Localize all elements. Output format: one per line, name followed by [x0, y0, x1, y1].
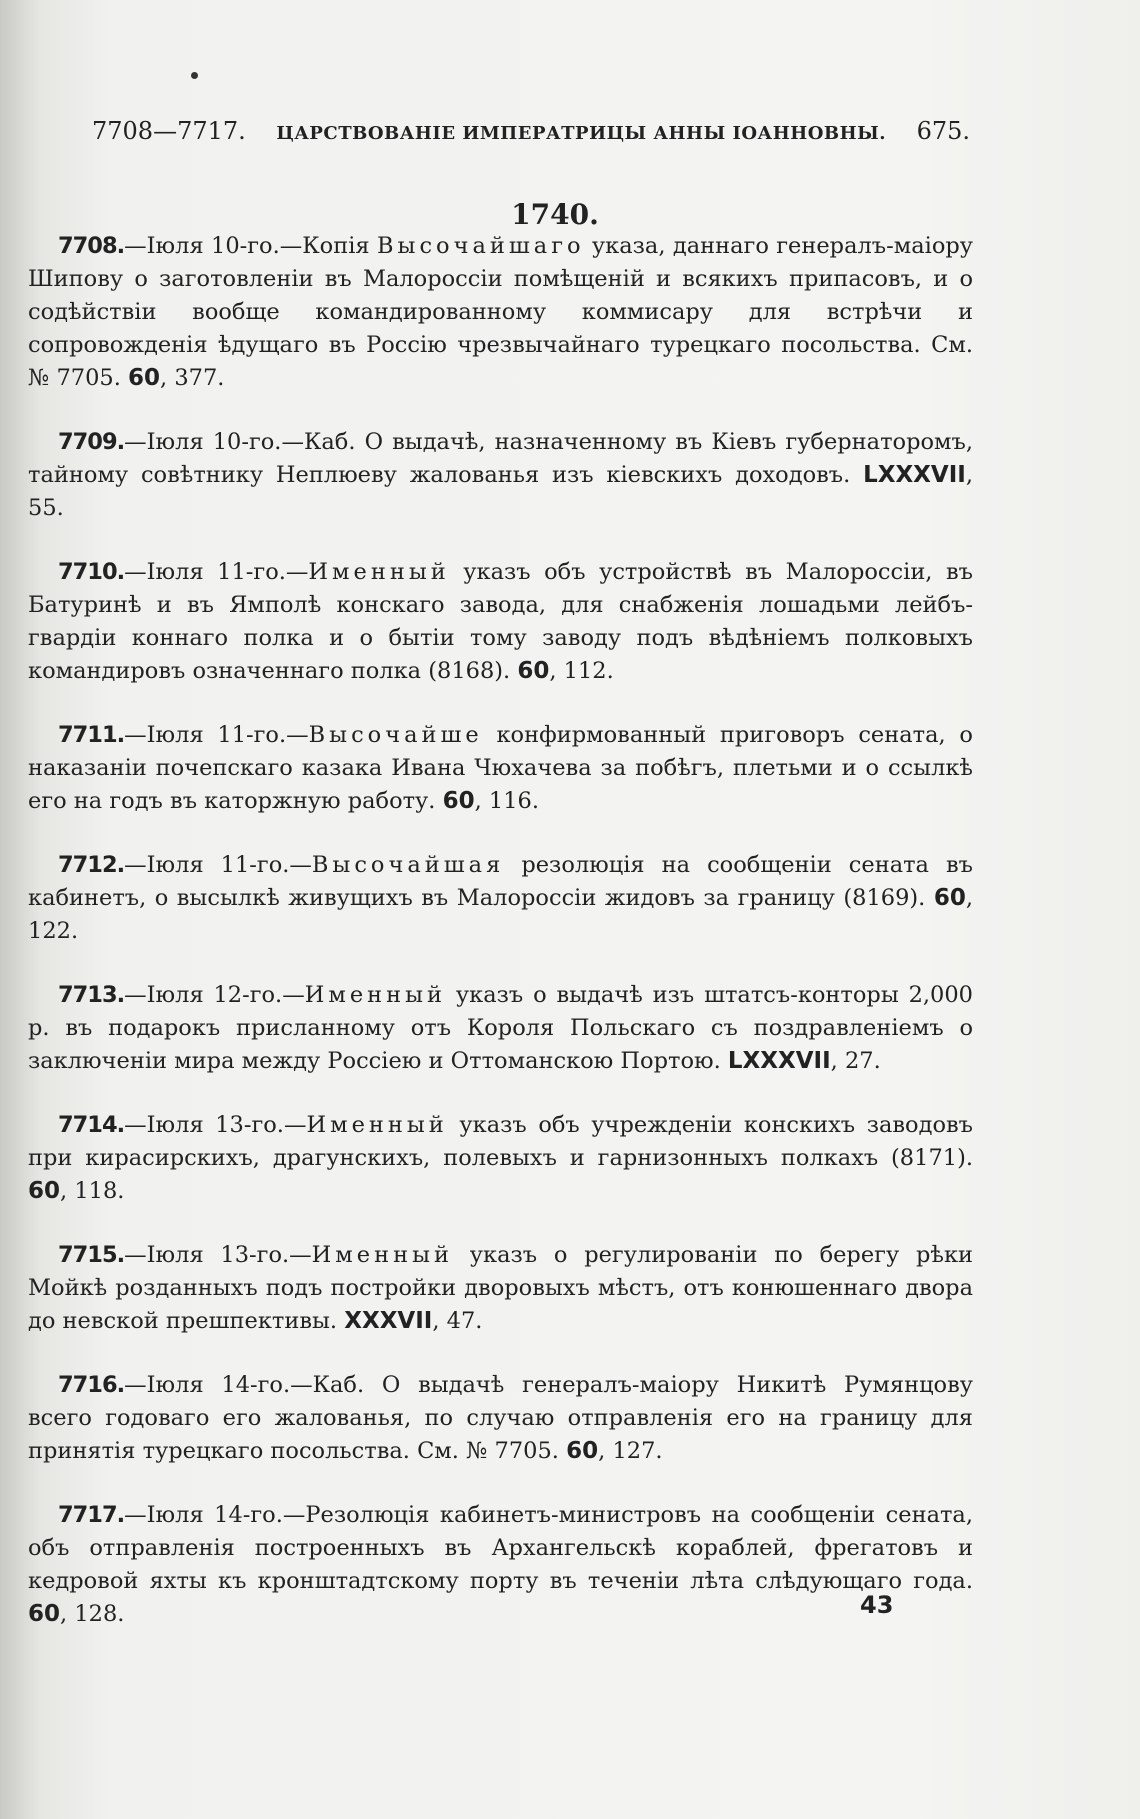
entry-page: , 128. — [60, 1601, 125, 1627]
header-entry-range: 7708—7717. — [92, 117, 246, 145]
entry-number: 7710. — [58, 559, 125, 585]
entry-page: , 377. — [160, 365, 225, 391]
entry-number: 7717. — [58, 1502, 125, 1528]
signature-mark: 43 — [860, 1591, 894, 1619]
entry-spaced: Именный — [308, 559, 450, 585]
entry-text: Резолюція кабинетъ-министровъ на сообщеніи сената, объ отправленія построенныхъ въ Архангельскѣ кораблей, фрегатовъ и кедровой яхты къ кронштадтскому порту въ теченіи лѣта слѣдующаго года. — [28, 1502, 974, 1594]
entry-number: 7713. — [58, 982, 125, 1008]
entry-page: , 127. — [598, 1438, 663, 1464]
entry-date: —Іюля 14-го.— — [124, 1372, 313, 1398]
entry-page: , 27. — [830, 1048, 881, 1074]
entry-ref: LXXXVII — [727, 1048, 831, 1074]
entry-text: конфирмованный приговоръ сената, о наказаніи почепскаго казака Ивана Чюхачева за побѣгъ, плетьми и о ссылкѣ его на годъ въ каторжную работу. — [28, 722, 973, 814]
entry-date: —Іюля 14-го.— — [124, 1502, 306, 1528]
entries-list — [28, 230, 973, 1662]
entry-page: , 47. — [432, 1308, 483, 1334]
entry-date: —Іюля 12-го.— — [124, 982, 305, 1008]
entry-number: 7712. — [58, 852, 125, 878]
entry-spaced: Высочайшая — [311, 852, 505, 878]
entry-ref: 60 — [442, 788, 475, 814]
entry-spaced: Именный — [311, 1242, 453, 1268]
header-title: ЦАРСТВОВАНІЕ ИМПЕРАТРИЦЫ АННЫ ІОАННОВНЫ. — [276, 123, 887, 144]
entry-pre: Копія — [302, 233, 370, 259]
entry-date: —Іюля 11-го.— — [124, 559, 309, 585]
entry-ref: 60 — [566, 1438, 599, 1464]
entry — [28, 1239, 973, 1338]
entry-text: Каб. О выдачѣ генералъ-маіору Никитѣ Румянцову всего годоваго его жалованья, по случаю отправленія его на границу для принятія турецкаго посольства. См. № 7705. — [28, 1372, 973, 1464]
entry — [28, 426, 973, 525]
entry-ref: 60 — [933, 885, 966, 911]
year-heading: 1740. — [511, 198, 599, 231]
entry-text: указъ объ устройствѣ въ Малороссіи, въ Батуринѣ и въ Ямполѣ конскаго завода, для снабженія лошадьми лейбъ-гвардіи коннаго полка и о бытіи тому заводу подъ вѣдѣніемъ полковыхъ командировъ означеннаго полка (8168). — [28, 559, 973, 684]
entry-text: указъ о регулированіи по берегу рѣки Мойкѣ розданныхъ подъ постройки дворовыхъ мѣстъ, отъ конюшеннаго двора до невской прешпективы. — [28, 1242, 973, 1334]
running-header — [92, 117, 970, 145]
entry-text: указъ о выдачѣ изъ штатсъ-конторы 2,000 р. въ подарокъ присланному отъ Короля Польскаго съ поздравленіемъ о заключеніи мира между Россіею и Оттоманскою Портою. — [28, 982, 973, 1074]
entry-ref: LXXXVII — [863, 462, 966, 488]
entry — [28, 230, 973, 395]
entry-number: 7711. — [58, 722, 125, 748]
entry-spaced: Именный — [306, 1112, 448, 1138]
entry-page: , 112. — [549, 658, 614, 684]
entry-spaced: Высочайшаго — [377, 233, 585, 259]
entry-date: —Іюля 13-го.— — [124, 1112, 307, 1138]
entry-spaced: Именный — [304, 982, 447, 1008]
entry — [28, 719, 973, 818]
ink-dot — [191, 72, 198, 79]
entry-ref: 60 — [517, 658, 550, 684]
entry-page: , 118. — [60, 1178, 125, 1204]
entry-date: —Іюля 11-го.— — [124, 852, 312, 878]
header-page-number: 675. — [916, 117, 970, 145]
entry-ref: 60 — [28, 1601, 61, 1627]
entry-number: 7715. — [58, 1242, 125, 1268]
entry — [28, 1499, 973, 1631]
entry-date: —Іюля 13-го.— — [124, 1242, 312, 1268]
entry-date: —Іюля 10-го.— — [124, 233, 303, 259]
entry-page: , 55. — [28, 462, 973, 521]
entry — [28, 1369, 973, 1468]
entry-page: , 122. — [28, 885, 973, 944]
entry — [28, 849, 973, 948]
entry-text: указъ объ учрежденіи конскихъ заводовъ при кирасирскихъ, драгунскихъ, полевыхъ и гарнизонныхъ полкахъ (8171). — [28, 1112, 973, 1171]
entry-number: 7716. — [58, 1372, 125, 1398]
entry — [28, 979, 973, 1078]
entry — [28, 1109, 973, 1208]
entry-spaced: Высочайше — [308, 722, 483, 748]
entry-ref: XXXVII — [344, 1308, 433, 1334]
entry-text: Каб. О выдачѣ, назначенному въ Кіевъ губернаторомъ, тайному совѣтнику Неплюеву жалованья изъ кіевскихъ доходовъ. — [28, 429, 973, 488]
entry-ref: 60 — [128, 365, 161, 391]
entry-number: 7709. — [58, 429, 125, 455]
entry-number: 7708. — [58, 233, 125, 259]
entry-text: указа, даннаго генералъ-маіору Шипову о заготовленіи въ Малороссіи помѣщеній и всякихъ припасовъ, и о содѣйствіи вообще командированному коммисару для встрѣчи и сопровожденія ѣдущаго въ Россію чрезвычайнаго турецкаго посольства. См. № 7705. — [28, 233, 974, 391]
entry-date: —Іюля 11-го.— — [124, 722, 309, 748]
entry-text: резолюція на сообщеніи сената въ кабинетъ, о высылкѣ живущихъ въ Малороссіи жидовъ за границу (8169). — [28, 852, 973, 911]
entry-page: , 116. — [474, 788, 540, 814]
entry-number: 7714. — [58, 1112, 125, 1138]
entry — [28, 556, 973, 688]
entry-date: —Іюля 10-го.— — [124, 429, 304, 455]
entry-ref: 60 — [28, 1178, 61, 1204]
